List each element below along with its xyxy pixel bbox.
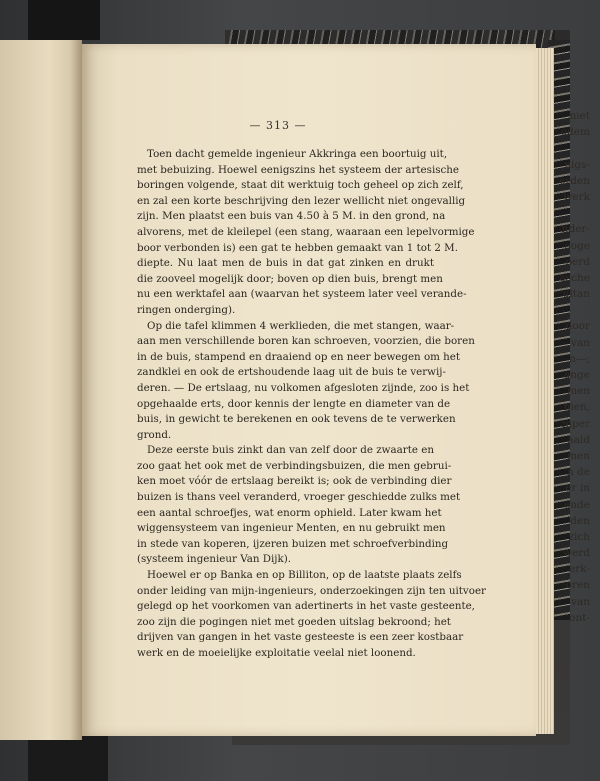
left-page-fragment: nigs- xyxy=(564,158,590,171)
left-page-fragment: werd xyxy=(563,547,590,560)
text-line: aan men verschillende boren kan schroeven, voorzien, die boren xyxy=(137,335,475,348)
left-page-fragment: van xyxy=(571,336,590,349)
left-page-fragment: erk- xyxy=(569,563,590,576)
left-page-fragment: er in xyxy=(565,482,590,495)
text-line: drijven van gangen in het vaste gesteeste is een zeer kostbaar xyxy=(137,631,464,644)
text-line: Op die tafel klimmen 4 werklieden, die met stangen, waar- xyxy=(147,319,455,332)
text-line: ken moet vóór de ertslaag bereikt is; ook de verbinding dier xyxy=(137,475,452,488)
left-page-fragment: oerd xyxy=(565,255,590,268)
text-line: buis, in gewicht te berekenen en ook tevens de te verwerken xyxy=(137,413,456,426)
left-page-fragment: oren xyxy=(565,579,590,592)
text-line: zoo gaat het ook met de verbindingsbuizen, die men gebrui- xyxy=(137,459,452,472)
left-page-fragment: men xyxy=(567,385,590,398)
text-line: (systeem ingenieur Van Dijk). xyxy=(137,553,292,566)
paragraph xyxy=(137,319,475,444)
paragraph xyxy=(137,443,461,568)
left-page-fragment: n—; xyxy=(569,352,590,365)
text-line: zoo zijn die pogingen niet met goeden uitslag bekroond; het xyxy=(137,615,451,628)
left-page-fragment: men xyxy=(567,449,590,462)
text-line: Deze eerste buis zinkt dan van zelf door de zwaarte en xyxy=(147,444,434,457)
text-line: wiggensysteem van ingenieur Menten, en nu gebruikt men xyxy=(137,522,446,535)
text-line: deren. — De ertslaag, nu volkomen afgesloten zijnde, zoo is het xyxy=(137,381,470,394)
text-line: zijn. Men plaatst een buis van 4.50 à 5 M. in den grond, na xyxy=(137,210,446,223)
left-page-fragment: ende xyxy=(564,498,590,511)
left-page-fragment: door xyxy=(565,320,590,333)
text-line: grond. xyxy=(137,428,172,441)
left-page-fragment: ooge xyxy=(564,239,590,252)
text-line: Hoewel er op Banka en op Billiton, op de laatste plaats zelfs xyxy=(147,569,462,582)
text-line: diepte. Nu laat men de buis in dat gat zinken en drukt xyxy=(137,257,434,270)
left-page-fragment: zich xyxy=(568,530,590,543)
left-page-gutter-shadow xyxy=(70,40,82,740)
scanner-edge-top xyxy=(28,0,100,40)
left-page-fragment: niet xyxy=(569,110,590,122)
text-line: nu een werktafel aan (waarvan het systeem later veel verande- xyxy=(137,288,467,301)
left-page-fragment: asche xyxy=(559,271,590,284)
left-page-fragment: ultan xyxy=(562,288,590,301)
text-line: onder leiding van mijn-ingenieurs, onderzoekingen zijn ten uitvoer xyxy=(137,584,486,597)
left-page-fragment: nien, xyxy=(563,401,590,414)
text-line: werk en de moeielijke exploitatie veelal niet loonend. xyxy=(137,647,416,659)
text-line: met bebuizing. Hoewel eenigszins het systeem der artesische xyxy=(137,163,460,176)
text-line: een aantal schroefjes, wat enorm ophield. Later kwam het xyxy=(137,506,442,519)
left-page-fragment: werk xyxy=(563,190,590,203)
left-page-fragment: n de xyxy=(566,466,590,479)
left-page-fragment: nder- xyxy=(561,223,590,236)
left-page-fragment: ont- xyxy=(569,611,590,624)
left-page-fragment: odem xyxy=(560,126,590,139)
left-page-fragment: aald xyxy=(567,433,590,446)
text-line: en zal een korte beschrijving den lezer wellicht niet ongevallig xyxy=(137,194,466,207)
left-page-fragment: mper xyxy=(562,417,590,430)
left-page xyxy=(0,40,82,740)
text-line: zandklei en ook de ertshoudende laag uit de buis te verwij- xyxy=(137,366,446,379)
text-line: in de buis, stampend en draaiend op en neer bewegen om het xyxy=(137,350,461,363)
text-line: die zooveel mogelijk door; boven op dien buis, brengt men xyxy=(137,272,443,285)
text-line: gelegd op het voorkomen van adertinerts in het vaste gesteente, xyxy=(137,600,475,613)
paragraph xyxy=(137,568,486,662)
left-page-fragment: erden xyxy=(559,174,590,187)
text-line: boringen volgende, staat dit werktuig toch geheel op zich zelf, xyxy=(137,179,464,192)
text-line: alvorens, met de kleilepel (een stang, waaraan een lepelvormige xyxy=(137,225,475,238)
page-number: — 313 — xyxy=(249,119,307,132)
scanner-edge-bottom xyxy=(28,736,108,781)
text-line: opgehaalde erts, door kennis der lengte en diameter van de xyxy=(137,397,451,410)
text-line: Toen dacht gemelde ingenieur Akkringa een boortuig uit, xyxy=(147,148,448,160)
text-line: boor verbonden is) een gat te hebben gemaakt van 1 tot 2 M. xyxy=(137,241,458,254)
text-line: buizen is thans veel veranderd, vroeger geschiedde zulks met xyxy=(137,491,461,504)
text-line: ringen onderging). xyxy=(137,303,236,316)
left-page-fragment: den xyxy=(570,514,590,527)
paragraph xyxy=(137,147,475,319)
left-page-fragment: van xyxy=(571,595,590,608)
text-line: in stede van koperen, ijzeren buizen met schroefverbinding xyxy=(137,537,449,550)
left-page-fragment: ange xyxy=(564,369,590,381)
page-body-text xyxy=(137,147,486,662)
